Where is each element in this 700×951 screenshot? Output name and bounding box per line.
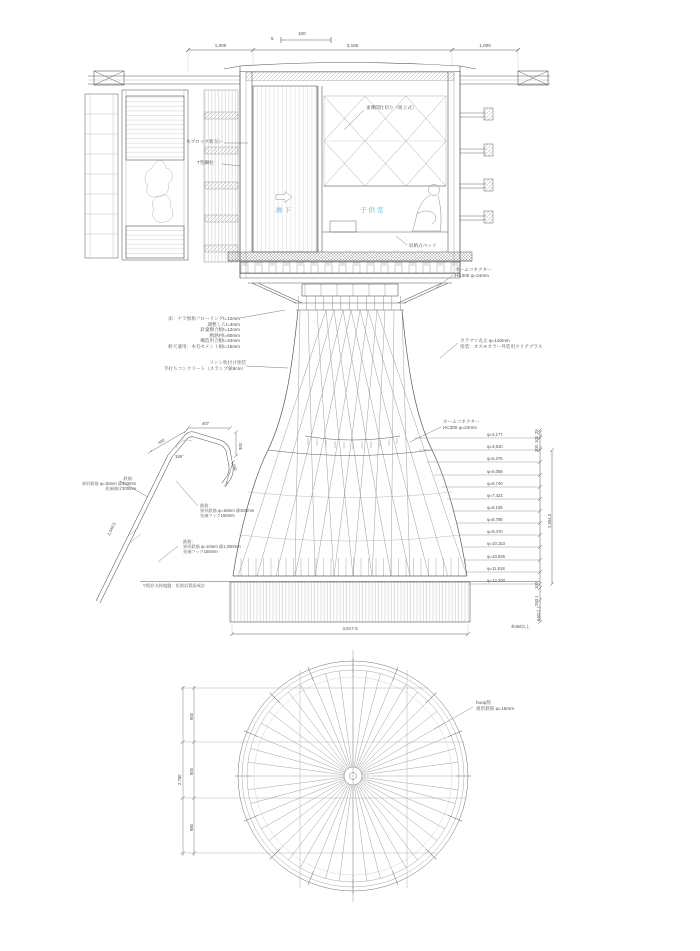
plan-dim-seg1: 900 [189, 713, 194, 720]
label-line: 先端フック150mm [200, 513, 235, 519]
plan-dim-seg3: 980 [189, 824, 194, 831]
phi-dim-label: φ=6,740 [487, 481, 503, 486]
label-line: 先端曲げ300mm [105, 486, 136, 492]
phi-dim-label: φ=8,788 [487, 517, 503, 522]
floor-assembly-notes [120, 316, 240, 349]
plan-drawing [180, 650, 473, 902]
scale-big: 100 [298, 31, 306, 36]
note-line: リシン吹付け塗装 [209, 360, 246, 365]
dim-top-mid: 3,185 [346, 43, 359, 48]
chain-dim-25: 25 [534, 429, 539, 434]
rebar-spec-top [52, 476, 136, 491]
label-line: 異形鉄筋 φ=16mm @303mm [81, 481, 136, 487]
child-room-label: 子供室 [360, 207, 386, 214]
chain-dim-embed: 640以上 [536, 605, 541, 621]
phi-dim-label: φ=11,518 [487, 566, 505, 571]
wood-block-brace-label: 木ブロック筋交い [186, 139, 223, 144]
phi-dim-label: φ=6,058 [487, 469, 503, 474]
label-line: ホームコネクター [443, 419, 480, 424]
label-line: HC300 φ=24mm [443, 424, 478, 430]
label-line: 先端フック150mm [183, 549, 218, 555]
label-line: ホームコネクター [455, 267, 492, 272]
detail-dim-440: 440 [157, 437, 166, 446]
base-width-dim: 3,917.5 [342, 626, 358, 631]
detail-dim-300: 300 [238, 443, 243, 450]
label-line: 異形鉄筋 φ=10mm @1,000mm [183, 544, 241, 550]
note-line: 針葉樹合板t=12mm [200, 327, 240, 332]
label-line: 鉄筋： [123, 476, 136, 481]
finish-notes [120, 360, 246, 371]
label-line: 異形鉄筋 φ=16mm @303mm [200, 508, 255, 514]
phi-dim-label: φ=7,423 [487, 493, 503, 498]
rebar-spec-low [183, 539, 241, 554]
corridor-room-label: 廊下 [276, 207, 293, 214]
chain-dim-100-top: 100 [534, 436, 539, 443]
plan-dim-seg2: 900 [189, 768, 194, 775]
home-connector-label-1 [455, 267, 492, 278]
phi-dim-label: φ=12,200 [487, 578, 505, 583]
hoop-rebar-label [476, 700, 514, 711]
rebar-spec-mid [200, 503, 254, 518]
label-line: hoop筋 [476, 700, 491, 705]
label-line: HC300 φ=24mm [455, 272, 490, 278]
chain-dim-total: 2,954.3 [547, 514, 552, 528]
bearing-stratum-label: ▽既存支持地盤：花崗岩質深成岩 [143, 583, 205, 588]
phi-dim-label: φ=3,177 [487, 432, 503, 437]
phi-dim-label: φ=10,153 [487, 541, 505, 546]
phi-dim-label: φ=3,910 [487, 444, 503, 449]
chain-dim-100-bottom: 100 [534, 582, 539, 589]
dim-top-left: 1,000 [214, 43, 227, 48]
phi-dim-label: φ=10,836 [487, 554, 505, 559]
scale-small: 5 [271, 35, 274, 41]
note-line: 構造用合板t=24mm [200, 338, 240, 343]
label-line: 異形鉄筋 φ=16mm [476, 705, 515, 711]
label-line: 塗装：オスモカラー外装用クリアプラス [460, 343, 543, 349]
detail-dim-407: 407 [202, 421, 209, 426]
pile-length-dim: 2,349.5 [106, 521, 117, 537]
note-line: 手打ちコンクリート（スランプ値8cm） [163, 365, 246, 371]
note-line: 断熱材t=60mm [209, 332, 240, 338]
phi-dim-label: φ=8,105 [487, 505, 503, 510]
detail-angle: 159° [175, 454, 184, 459]
plan-dim-total: 2,780 [177, 774, 182, 785]
home-connector-label-2 [443, 419, 480, 430]
anchor-length-note: ※40d以上 [511, 624, 530, 629]
note-line: 軒天兼用：木毛セメント板t=15mm [168, 343, 240, 349]
label-line: カラマツ丸太 φ=140mm [460, 338, 510, 343]
t-bar-label: T型鋼柱 [197, 160, 214, 165]
label-line: 鉄筋： [200, 503, 213, 508]
detail-dim-150: 150 [231, 463, 239, 472]
larch-log-label [460, 338, 543, 349]
chain-dim-293: 293.1 [534, 595, 539, 606]
dim-top-right: 1,000 [479, 43, 491, 48]
note-line: 調整しろt=3mm [207, 321, 240, 327]
chain-dim-300: 300 [534, 445, 539, 452]
phi-dim-label: φ=5,375 [487, 456, 503, 461]
partition-label: 東側間仕切り（組立式） [366, 105, 417, 110]
bed-label: 収納式ベッド [409, 243, 437, 248]
label-line: 鉄筋： [183, 539, 196, 544]
note-line: 床：ナラ無垢フローリングt=12mm [168, 316, 240, 321]
phi-dim-label: φ=9,470 [487, 529, 503, 534]
